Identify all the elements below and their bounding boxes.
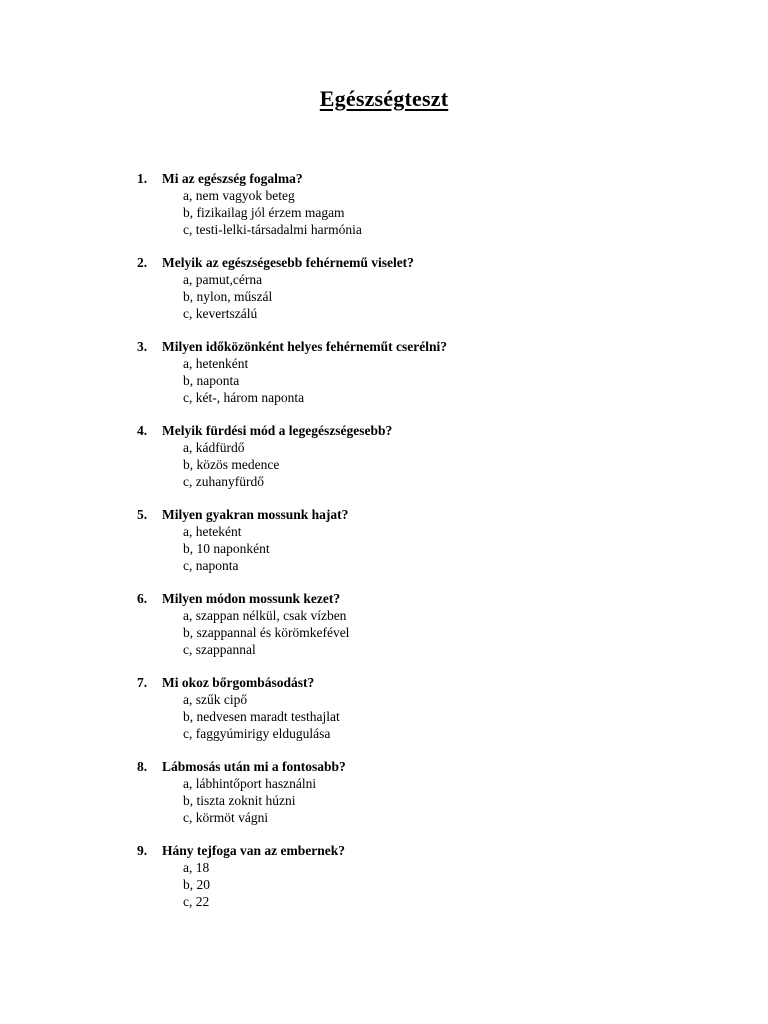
answer-option-c[interactable]: c, két-, három naponta	[183, 390, 305, 405]
answer-option-b[interactable]: b, közös medence	[183, 457, 280, 472]
answer-option-b[interactable]: b, 20	[183, 877, 210, 892]
question-8	[0, 758, 768, 842]
answer-option-a[interactable]: a, lábhintőport használni	[183, 776, 317, 791]
question-heading	[0, 338, 768, 355]
question-number: 6.	[137, 591, 148, 606]
answer-option-c[interactable]: c, naponta	[183, 558, 239, 573]
question-5	[0, 506, 768, 590]
question-heading	[0, 842, 768, 859]
question-heading	[0, 170, 768, 187]
answer-option-b[interactable]: b, tiszta zoknit húzni	[183, 793, 296, 808]
question-number: 4.	[137, 423, 148, 438]
question-text: Milyen időközönként helyes fehérneműt cserélni?	[162, 339, 447, 354]
answer-option-a[interactable]: a, kádfürdő	[183, 440, 245, 455]
answer-option-a[interactable]: a, 18	[183, 860, 210, 875]
question-heading	[0, 422, 768, 439]
answer-option-c[interactable]: c, 22	[183, 894, 210, 909]
question-text: Melyik az egészségesebb fehérnemű viselet?	[162, 255, 414, 270]
question-7	[0, 674, 768, 758]
answer-option-c[interactable]: c, szappannal	[183, 642, 256, 657]
question-heading	[0, 590, 768, 607]
question-2	[0, 254, 768, 338]
question-text: Lábmosás után mi a fontosabb?	[162, 759, 346, 774]
answer-option-b[interactable]: b, nedvesen maradt testhajlat	[183, 709, 340, 724]
answer-option-c[interactable]: c, zuhanyfürdő	[183, 474, 264, 489]
question-heading	[0, 254, 768, 271]
answer-option-c[interactable]: c, körmöt vágni	[183, 810, 269, 825]
answer-option-a[interactable]: a, pamut,cérna	[183, 272, 263, 287]
answer-option-a[interactable]: a, szappan nélkül, csak vízben	[183, 608, 347, 623]
question-3	[0, 338, 768, 422]
answer-option-a[interactable]: a, szűk cipő	[183, 692, 248, 707]
question-text: Milyen gyakran mossunk hajat?	[162, 507, 349, 522]
question-number: 1.	[137, 171, 148, 186]
question-heading	[0, 758, 768, 775]
question-number: 2.	[137, 255, 148, 270]
page-title: Egészségteszt	[319, 86, 449, 111]
question-heading	[0, 674, 768, 691]
answer-option-b[interactable]: b, naponta	[183, 373, 240, 388]
answer-option-a[interactable]: a, heteként	[183, 524, 242, 539]
question-text: Milyen módon mossunk kezet?	[162, 591, 341, 606]
answer-option-a[interactable]: a, hetenként	[183, 356, 249, 371]
question-text: Mi okoz bőrgombásodást?	[162, 675, 315, 690]
answer-option-c[interactable]: c, faggyúmirigy eldugulása	[183, 726, 331, 741]
answer-option-b[interactable]: b, fizikailag jól érzem magam	[183, 205, 345, 220]
question-6	[0, 590, 768, 674]
question-number: 9.	[137, 843, 148, 858]
question-number: 7.	[137, 675, 148, 690]
answer-option-b[interactable]: b, szappannal és körömkefével	[183, 625, 350, 640]
question-text: Melyik fürdési mód a legegészségesebb?	[162, 423, 393, 438]
question-heading	[0, 506, 768, 523]
answer-option-c[interactable]: c, kevertszálú	[183, 306, 258, 321]
question-number: 3.	[137, 339, 148, 354]
question-9	[0, 842, 768, 926]
answer-option-c[interactable]: c, testi-lelki-társadalmi harmónia	[183, 222, 362, 237]
answer-option-a[interactable]: a, nem vagyok beteg	[183, 188, 295, 203]
question-number: 5.	[137, 507, 148, 522]
question-number: 8.	[137, 759, 148, 774]
question-1	[0, 170, 768, 254]
question-4	[0, 422, 768, 506]
question-text: Hány tejfoga van az embernek?	[162, 843, 345, 858]
answer-option-b[interactable]: b, nylon, műszál	[183, 289, 273, 304]
answer-option-b[interactable]: b, 10 naponként	[183, 541, 270, 556]
question-text: Mi az egészség fogalma?	[162, 171, 303, 186]
question-list	[0, 170, 768, 926]
